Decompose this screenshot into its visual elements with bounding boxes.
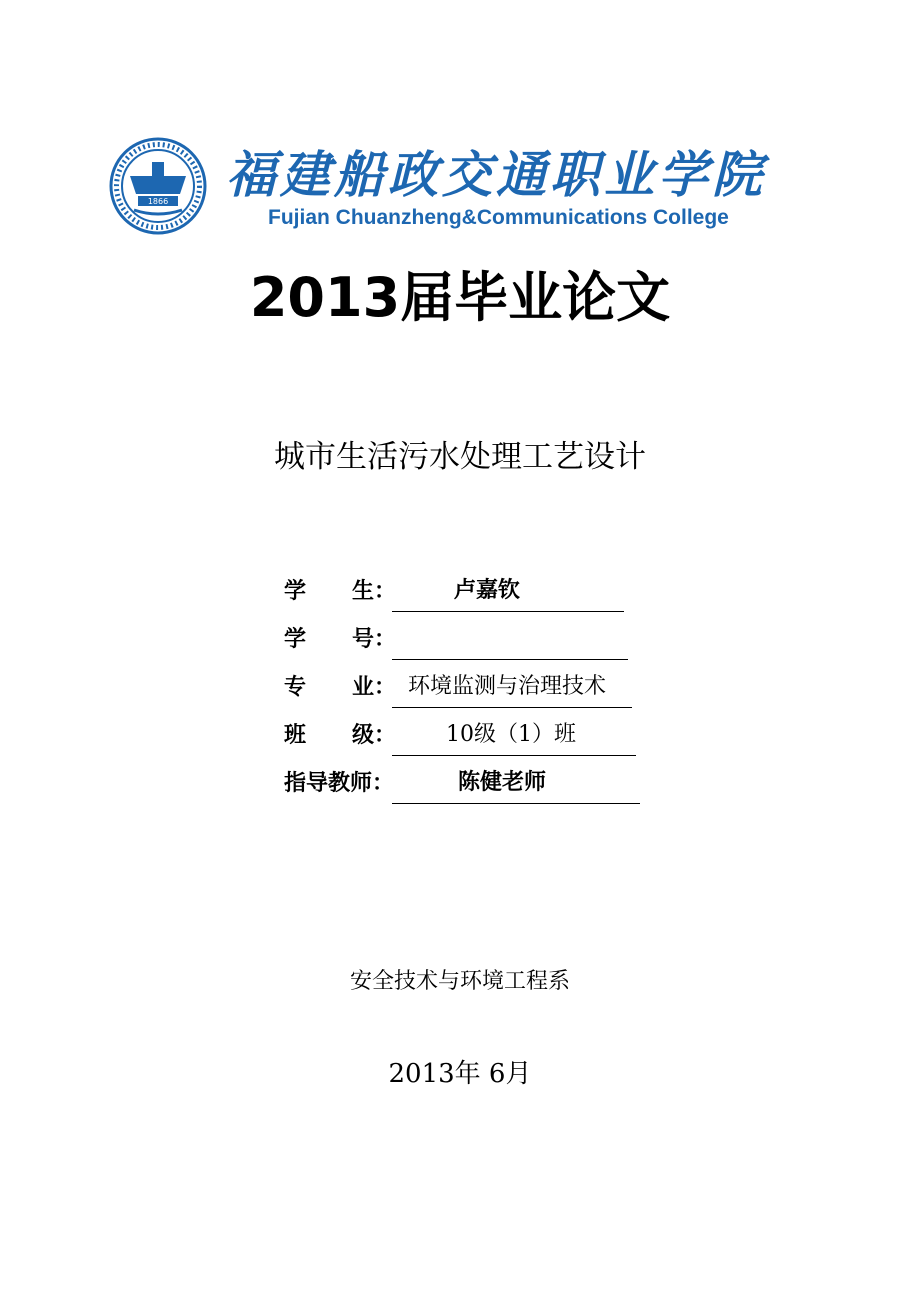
class-value: 10级（1）班: [392, 714, 636, 756]
class-label: 班 级：: [284, 723, 397, 748]
class-row: [284, 714, 684, 762]
department: 安全技术与环境工程系: [349, 969, 570, 994]
student-label: 学 生：: [284, 579, 397, 604]
major-row: [284, 666, 684, 714]
major-label: 专 业：: [284, 675, 397, 700]
date: 2013年 6月: [388, 1059, 532, 1089]
college-name-cn: 福建船政交通职业学院: [226, 145, 766, 204]
advisor-value: 陈健老师: [392, 762, 640, 804]
student-info: [284, 570, 684, 810]
advisor-label: 指导教师：: [284, 771, 395, 796]
student-row: [284, 570, 684, 618]
advisor-row: [284, 762, 684, 810]
student-id-label: 学 号：: [284, 627, 397, 652]
student-name-value: 卢嘉钦: [392, 570, 624, 612]
college-seal-icon: [108, 136, 208, 236]
student-id-value: [392, 618, 628, 660]
seal-year: 1866: [147, 197, 169, 206]
thesis-title: 城市生活污水处理工艺设计: [274, 439, 646, 475]
student-id-row: [284, 618, 684, 666]
major-value: 环境监测与治理技术: [392, 666, 632, 708]
college-name-en: Fujian Chuanzheng&Communications College: [268, 206, 729, 229]
page-title: 2013届毕业论文: [249, 266, 671, 329]
college-logo: [108, 132, 788, 236]
